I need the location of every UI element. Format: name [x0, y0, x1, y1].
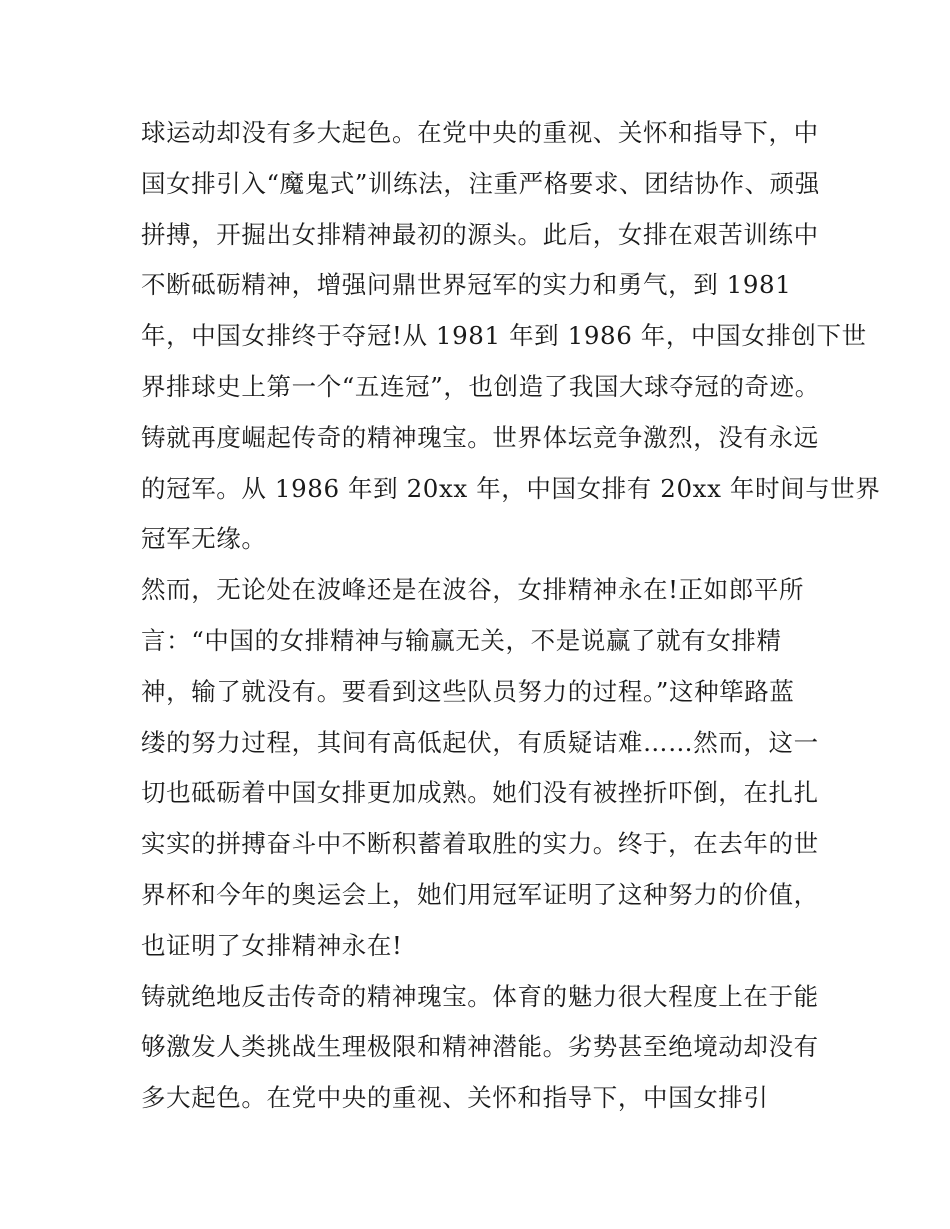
text-line: 界杯和今年的奥运会上，她们用冠军证明了这种努力的价值， [141, 879, 819, 909]
text-line: 铸就绝地反击传奇的精神瑰宝。体育的魅力很大程度上在于能 [141, 981, 819, 1011]
text-line: 的冠军。从 1986 年到 20xx 年，中国女排有 20xx 年时间与世界 [141, 473, 881, 503]
text-line: 界排球史上第一个“五连冠”，也创造了我国大球夺冠的奇迹。 [141, 371, 820, 401]
text-line: 国女排引入“魔鬼式”训练法，注重严格要求、团结协作、顽强 [141, 168, 820, 198]
text-line: 年，中国女排终于夺冠!从 1981 年到 1986 年，中国女排创下世 [141, 321, 867, 351]
text-line: 拼搏，开掘出女排精神最初的源头。此后，女排在艰苦训练中 [141, 219, 819, 249]
text-line: 实实的拼搏奋斗中不断积蓄着取胜的实力。终于，在去年的世 [141, 829, 819, 859]
text-line: 铸就再度崛起传奇的精神瑰宝。世界体坛竞争激烈，没有永远 [141, 422, 819, 452]
document-body [141, 108, 881, 1124]
text-line: 缕的努力过程，其间有高低起伏，有质疑诘难……然而，这一 [141, 727, 819, 757]
text-line: 球运动却没有多大起色。在党中央的重视、关怀和指导下，中 [141, 118, 819, 147]
text-line: 也证明了女排精神永在! [141, 930, 403, 960]
text-line: 然而，无论处在波峰还是在波谷，女排精神永在!正如郎平所 [141, 575, 805, 605]
text-line: 切也砥砺着中国女排更加成熟。她们没有被挫折吓倒，在扎扎 [141, 778, 819, 808]
text-line: 够激发人类挑战生理极限和精神潜能。劣势甚至绝境动却没有 [141, 1032, 819, 1062]
text-line: 神，输了就没有。要看到这些队员努力的过程。”这种筚路蓝 [141, 676, 795, 706]
text-line: 不断砥砺精神，增强问鼎世界冠军的实力和勇气，到 1981 [141, 270, 792, 300]
text-line: 冠军无缘。 [141, 524, 267, 554]
text-line: 言：“中国的女排精神与输赢无关，不是说赢了就有女排精 [141, 625, 782, 655]
text-line: 多大起色。在党中央的重视、关怀和指导下，中国女排引 [141, 1083, 769, 1113]
